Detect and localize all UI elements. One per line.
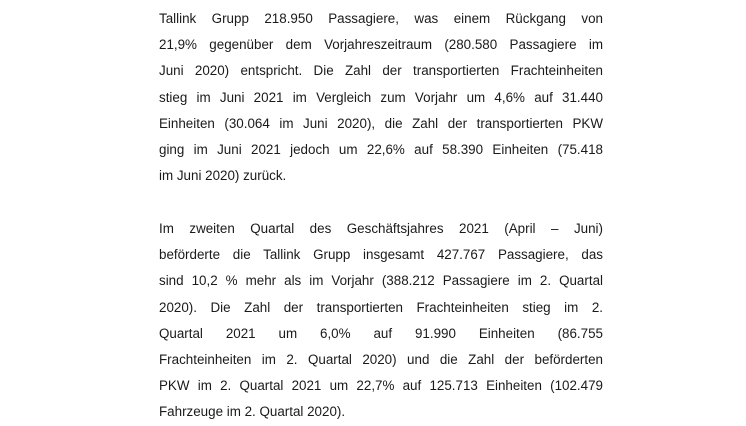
text-line: Tallink Grupp 218.950 Passagiere, was einem Rückgang von [159, 11, 603, 26]
text-line: Im zweiten Quartal des Geschäftsjahres 2021 (April – Juni) [159, 221, 603, 237]
text-line: beförderte die Tallink Grupp insgesamt 427.767 Passagiere, das [159, 247, 603, 263]
paragraph-june-statistics [159, 6, 603, 189]
text-line: Juni 2020) entspricht. Die Zahl der transportierten Frachteinheiten [159, 63, 603, 79]
paragraph-q2-statistics [159, 216, 603, 426]
text-line: ging im Juni 2021 jedoch um 22,6% auf 58.390 Einheiten (75.418 [159, 142, 603, 158]
document-page [159, 6, 603, 426]
text-line: sind 10,2 % mehr als im Vorjahr (388.212 Passagiere im 2. Quartal [159, 273, 603, 289]
text-line: 21,9% gegenüber dem Vorjahreszeitraum (280.580 Passagiere im [159, 37, 603, 53]
text-line: Quartal 2021 um 6,0% auf 91.990 Einheiten (86.755 [159, 325, 603, 341]
paragraph-spacer [159, 189, 603, 216]
text-line: PKW im 2. Quartal 2021 um 22,7% auf 125.713 Einheiten (102.479 [159, 378, 603, 394]
text-line: Frachteinheiten im 2. Quartal 2020) und die Zahl der beförderten [159, 352, 603, 368]
text-line: im Juni 2020) zurück. [159, 168, 287, 184]
text-line: Fahrzeuge im 2. Quartal 2020). [159, 404, 346, 420]
text-line: Einheiten (30.064 im Juni 2020), die Zahl der transportierten PKW [159, 115, 603, 131]
text-line: stieg im Juni 2021 im Vergleich zum Vorjahr um 4,6% auf 31.440 [159, 89, 603, 105]
text-line: 2020). Die Zahl der transportierten Frachteinheiten stieg im 2. [159, 299, 603, 315]
